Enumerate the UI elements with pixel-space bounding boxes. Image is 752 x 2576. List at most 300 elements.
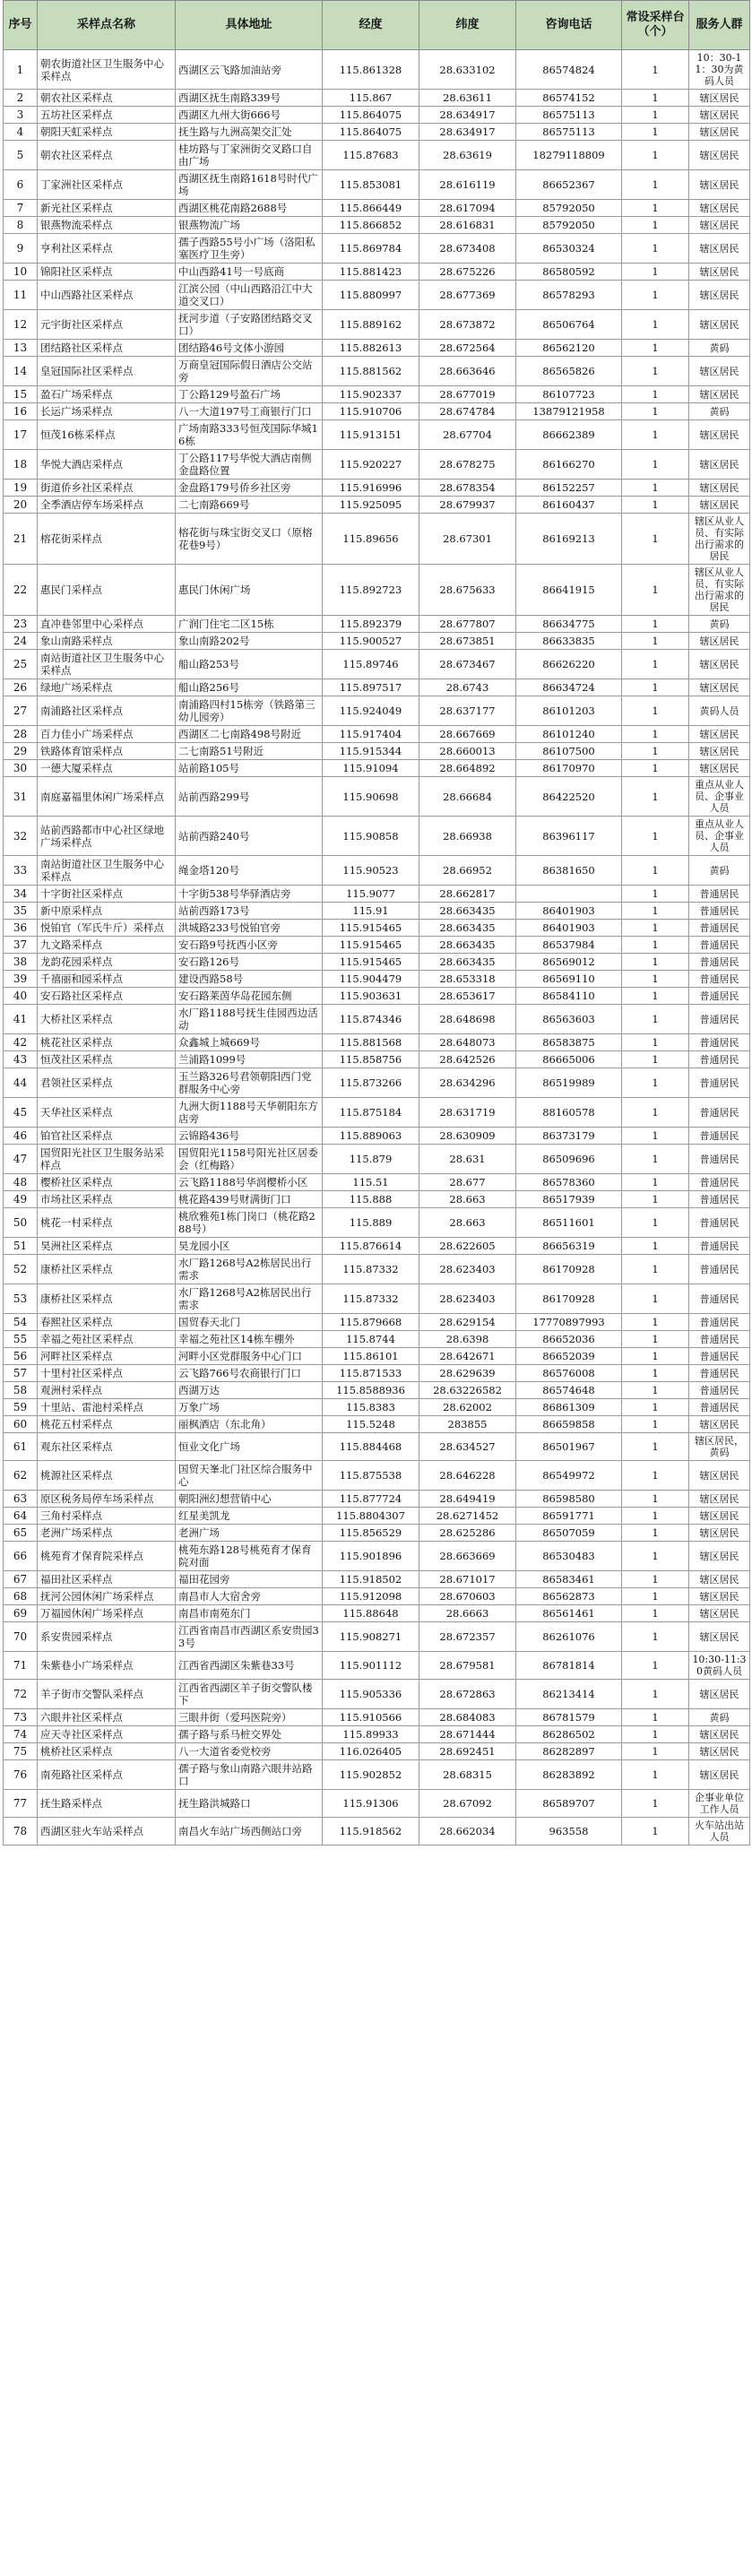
phone: 86537984 <box>516 937 622 954</box>
service-group: 黄码 <box>689 340 750 357</box>
service-group: 辖区居民 <box>689 726 750 743</box>
station-count: 1 <box>622 1399 689 1416</box>
latitude: 28.642671 <box>419 1348 516 1365</box>
site-address: 国贸春天北门 <box>176 1314 323 1331</box>
row-index: 20 <box>4 497 38 514</box>
site-name: 五坊社区采样点 <box>38 107 176 124</box>
station-count: 1 <box>622 1726 689 1743</box>
longitude: 115.913151 <box>323 420 419 450</box>
site-address: 抚生路洪城路口 <box>176 1790 323 1818</box>
longitude: 115.920227 <box>323 450 419 480</box>
table-row <box>4 141 750 170</box>
latitude: 28.637177 <box>419 696 516 726</box>
station-count: 1 <box>622 1709 689 1726</box>
phone: 86575113 <box>516 107 622 124</box>
longitude: 115.90698 <box>323 777 419 817</box>
site-name: 街道侨乡社区采样点 <box>38 480 176 497</box>
latitude: 28.629639 <box>419 1365 516 1382</box>
row-index: 26 <box>4 679 38 696</box>
longitude: 115.856529 <box>323 1525 419 1542</box>
longitude: 115.8804307 <box>323 1508 419 1525</box>
phone: 85792050 <box>516 217 622 234</box>
site-name: 安石路社区采样点 <box>38 988 176 1005</box>
phone: 86517939 <box>516 1191 622 1208</box>
site-name: 抚生路采样点 <box>38 1790 176 1818</box>
longitude: 115.915465 <box>323 937 419 954</box>
site-address: 玉兰路326号君领朝阳西门党群服务中心旁 <box>176 1068 323 1098</box>
longitude: 115.904479 <box>323 971 419 988</box>
longitude: 115.91094 <box>323 760 419 777</box>
site-name: 全季酒店停车场采样点 <box>38 497 176 514</box>
station-count: 1 <box>622 357 689 386</box>
site-name: 桃桥社区采样点 <box>38 1743 176 1760</box>
phone: 86578293 <box>516 281 622 310</box>
site-address: 建设西路58号 <box>176 971 323 988</box>
table-row <box>4 988 750 1005</box>
station-count: 1 <box>622 403 689 420</box>
service-group: 辖区居民 <box>689 1416 750 1433</box>
latitude: 28.617094 <box>419 200 516 217</box>
latitude: 28.674784 <box>419 403 516 420</box>
site-name: 万福园休闲广场采样点 <box>38 1605 176 1622</box>
site-address: 安石路莱茵华岛花园东侧 <box>176 988 323 1005</box>
station-count: 1 <box>622 1461 689 1491</box>
row-index: 14 <box>4 357 38 386</box>
station-count: 1 <box>622 340 689 357</box>
phone: 86576008 <box>516 1365 622 1382</box>
table-row <box>4 760 750 777</box>
row-index: 10 <box>4 264 38 281</box>
latitude: 283855 <box>419 1416 516 1433</box>
station-count: 1 <box>622 616 689 633</box>
row-index: 75 <box>4 1743 38 1760</box>
service-group: 辖区居民 <box>689 1525 750 1542</box>
table-row <box>4 1034 750 1051</box>
service-group: 辖区居民 <box>689 650 750 679</box>
phone: 86509696 <box>516 1145 622 1174</box>
service-group: 辖区居民 <box>689 1542 750 1571</box>
site-address: 桃苑东路128号桃苑育才保育院对面 <box>176 1542 323 1571</box>
service-group: 普通居民 <box>689 1128 750 1145</box>
table-row <box>4 856 750 886</box>
header-station-count: 常设采样台（个） <box>622 1 689 50</box>
row-index: 37 <box>4 937 38 954</box>
latitude: 28.634527 <box>419 1433 516 1461</box>
service-group: 辖区居民 <box>689 1588 750 1605</box>
longitude: 115.900527 <box>323 633 419 650</box>
phone: 86563603 <box>516 1005 622 1034</box>
table-row <box>4 1238 750 1255</box>
site-address: 西湖万达 <box>176 1382 323 1399</box>
phone: 86169213 <box>516 514 622 565</box>
table-row <box>4 616 750 633</box>
latitude: 28.630909 <box>419 1128 516 1145</box>
service-group: 普通居民 <box>689 1331 750 1348</box>
site-name: 龙韵花园采样点 <box>38 954 176 971</box>
row-index: 64 <box>4 1508 38 1525</box>
station-count: 1 <box>622 1605 689 1622</box>
station-count: 1 <box>622 514 689 565</box>
phone: 86170970 <box>516 760 622 777</box>
latitude: 28.663669 <box>419 1542 516 1571</box>
latitude: 28.664892 <box>419 760 516 777</box>
row-index: 63 <box>4 1491 38 1508</box>
phone: 86634724 <box>516 679 622 696</box>
table-row <box>4 1743 750 1760</box>
station-count: 1 <box>622 971 689 988</box>
site-name: 朝农街道社区卫生服务中心采样点 <box>38 50 176 90</box>
site-address: 绳金塔120号 <box>176 856 323 886</box>
table-row <box>4 1760 750 1790</box>
row-index: 40 <box>4 988 38 1005</box>
service-group: 普通居民 <box>689 1399 750 1416</box>
station-count: 1 <box>622 90 689 107</box>
row-index: 31 <box>4 777 38 817</box>
latitude: 28.6663 <box>419 1605 516 1622</box>
site-name: 福田社区采样点 <box>38 1571 176 1588</box>
site-address: 南昌火车站广场西侧站口旁 <box>176 1818 323 1846</box>
longitude: 115.871533 <box>323 1365 419 1382</box>
row-index: 27 <box>4 696 38 726</box>
site-address: 抚河步道（子安路团结路交叉口） <box>176 310 323 340</box>
site-address: 八一大道省委党校旁 <box>176 1743 323 1760</box>
phone: 86565826 <box>516 357 622 386</box>
row-index: 45 <box>4 1098 38 1128</box>
site-address: 安石路9号抚西小区旁 <box>176 937 323 954</box>
latitude: 28.6743 <box>419 679 516 696</box>
service-group: 10:30-11:30黄码人员 <box>689 1652 750 1680</box>
site-address: 国贸天峯北门社区综合服务中心 <box>176 1461 323 1491</box>
service-group: 普通居民 <box>689 1191 750 1208</box>
table-row <box>4 903 750 920</box>
table-row <box>4 1365 750 1382</box>
longitude: 115.51 <box>323 1174 419 1191</box>
phone: 86381650 <box>516 856 622 886</box>
site-name: 铂官社区采样点 <box>38 1128 176 1145</box>
phone: 17770897993 <box>516 1314 622 1331</box>
service-group: 辖区居民 <box>689 357 750 386</box>
site-name: 市场社区采样点 <box>38 1191 176 1208</box>
row-index: 53 <box>4 1284 38 1314</box>
site-name: 南站街道社区卫生服务中心采样点 <box>38 856 176 886</box>
phone: 86591771 <box>516 1508 622 1525</box>
station-count: 1 <box>622 497 689 514</box>
row-index: 35 <box>4 903 38 920</box>
longitude: 115.901896 <box>323 1542 419 1571</box>
site-name: 应天寺社区采样点 <box>38 1726 176 1743</box>
table-row <box>4 200 750 217</box>
station-count: 1 <box>622 817 689 856</box>
latitude: 28.663 <box>419 1208 516 1238</box>
header-index: 序号 <box>4 1 38 50</box>
service-group: 企事业单位工作人员 <box>689 1790 750 1818</box>
site-name: 十字街社区采样点 <box>38 886 176 903</box>
site-address: 昊龙园小区 <box>176 1238 323 1255</box>
row-index: 1 <box>4 50 38 90</box>
site-name: 恒茂16栋采样点 <box>38 420 176 450</box>
row-index: 38 <box>4 954 38 971</box>
site-address: 江西省西湖区朱紫巷33号 <box>176 1652 323 1680</box>
latitude: 28.653318 <box>419 971 516 988</box>
service-group: 黄码 <box>689 403 750 420</box>
longitude: 115.869784 <box>323 234 419 264</box>
row-index: 2 <box>4 90 38 107</box>
service-group: 火车站出站人员 <box>689 1818 750 1846</box>
service-group: 辖区居民 <box>689 1760 750 1790</box>
service-group: 重点从业人员、企事业人员 <box>689 817 750 856</box>
station-count: 1 <box>622 1051 689 1068</box>
station-count: 1 <box>622 1005 689 1034</box>
table-row <box>4 1622 750 1652</box>
site-address: 九洲大街1188号天华朝阳东方店旁 <box>176 1098 323 1128</box>
service-group: 普通居民 <box>689 1348 750 1365</box>
site-name: 观洲村采样点 <box>38 1382 176 1399</box>
latitude: 28.66684 <box>419 777 516 817</box>
longitude: 115.86101 <box>323 1348 419 1365</box>
table-row <box>4 1255 750 1284</box>
service-group: 辖区居民 <box>689 124 750 141</box>
table-row <box>4 1433 750 1461</box>
table-row <box>4 1399 750 1416</box>
longitude: 115.915465 <box>323 920 419 937</box>
site-name: 新中原采样点 <box>38 903 176 920</box>
latitude: 28.68315 <box>419 1760 516 1790</box>
row-index: 73 <box>4 1709 38 1726</box>
service-group: 普通居民 <box>689 1005 750 1034</box>
site-name: 西湖区驻火车站采样点 <box>38 1818 176 1846</box>
site-name: 原区税务局停车场采样点 <box>38 1491 176 1508</box>
header-phone: 咨询电话 <box>516 1 622 50</box>
phone: 86530324 <box>516 234 622 264</box>
latitude: 28.646228 <box>419 1461 516 1491</box>
station-count: 1 <box>622 1491 689 1508</box>
longitude: 115.866852 <box>323 217 419 234</box>
station-count: 1 <box>622 1508 689 1525</box>
row-index: 16 <box>4 403 38 420</box>
site-address: 西湖区九州大街666号 <box>176 107 323 124</box>
site-address: 恒业文化广场 <box>176 1433 323 1461</box>
site-name: 南站街道社区卫生服务中心采样点 <box>38 650 176 679</box>
station-count: 1 <box>622 633 689 650</box>
latitude: 28.623403 <box>419 1255 516 1284</box>
station-count: 1 <box>622 1571 689 1588</box>
site-address: 站前西路240号 <box>176 817 323 856</box>
latitude: 28.6398 <box>419 1331 516 1348</box>
longitude: 115.905336 <box>323 1680 419 1709</box>
row-index: 12 <box>4 310 38 340</box>
phone: 86652036 <box>516 1331 622 1348</box>
table-row <box>4 954 750 971</box>
longitude: 115.879 <box>323 1145 419 1174</box>
service-group: 辖区居民 <box>689 141 750 170</box>
phone: 86261076 <box>516 1622 622 1652</box>
site-address: 船山路256号 <box>176 679 323 696</box>
site-name: 直冲巷邻里中心采样点 <box>38 616 176 633</box>
table-row <box>4 1790 750 1818</box>
station-count: 1 <box>622 1208 689 1238</box>
table-row <box>4 420 750 450</box>
latitude: 28.63619 <box>419 141 516 170</box>
longitude: 115.882613 <box>323 340 419 357</box>
table-row <box>4 1145 750 1174</box>
service-group: 辖区居民 <box>689 1726 750 1743</box>
service-group: 黄码 <box>689 856 750 886</box>
table-row <box>4 1348 750 1365</box>
table-row <box>4 1128 750 1145</box>
service-group: 辖区居民 <box>689 234 750 264</box>
row-index: 70 <box>4 1622 38 1652</box>
row-index: 15 <box>4 386 38 403</box>
station-count: 1 <box>622 1255 689 1284</box>
latitude: 28.663435 <box>419 954 516 971</box>
site-address: 丁公路129号盈石广场 <box>176 386 323 403</box>
service-group: 普通居民 <box>689 1284 750 1314</box>
header-service-group: 服务人群 <box>689 1 750 50</box>
longitude: 115.917404 <box>323 726 419 743</box>
site-name: 恒茂社区采样点 <box>38 1051 176 1068</box>
longitude: 115.892723 <box>323 565 419 616</box>
latitude: 28.649419 <box>419 1491 516 1508</box>
site-address: 西湖区抚生南路1618号时代广场 <box>176 170 323 200</box>
phone: 86578360 <box>516 1174 622 1191</box>
latitude: 28.634917 <box>419 124 516 141</box>
service-group: 普通居民 <box>689 1365 750 1382</box>
site-address: 榕花街与珠宝街交叉口（原榕花巷9号） <box>176 514 323 565</box>
site-name: 亨利社区采样点 <box>38 234 176 264</box>
site-address: 南昌市南苑东门 <box>176 1605 323 1622</box>
row-index: 69 <box>4 1605 38 1622</box>
row-index: 55 <box>4 1331 38 1348</box>
sampling-points-table <box>3 0 750 1846</box>
latitude: 28.662034 <box>419 1818 516 1846</box>
phone: 86501967 <box>516 1433 622 1461</box>
latitude: 28.675633 <box>419 565 516 616</box>
phone: 86781579 <box>516 1709 622 1726</box>
row-index: 71 <box>4 1652 38 1680</box>
site-address: 众鑫城上城669号 <box>176 1034 323 1051</box>
row-index: 30 <box>4 760 38 777</box>
station-count: 1 <box>622 450 689 480</box>
header-longitude: 经度 <box>323 1 419 50</box>
station-count: 1 <box>622 1652 689 1680</box>
latitude: 28.66952 <box>419 856 516 886</box>
table-row <box>4 1818 750 1846</box>
station-count: 1 <box>622 856 689 886</box>
longitude: 115.910566 <box>323 1709 419 1726</box>
station-count: 1 <box>622 886 689 903</box>
longitude: 115.918562 <box>323 1818 419 1846</box>
table-row <box>4 497 750 514</box>
station-count: 1 <box>622 760 689 777</box>
site-address: 桃欣雅苑1栋门岗口（桃花路288号） <box>176 1208 323 1238</box>
site-name: 团结路社区采样点 <box>38 340 176 357</box>
longitude: 115.861328 <box>323 50 419 90</box>
site-name: 君领社区采样点 <box>38 1068 176 1098</box>
row-index: 62 <box>4 1461 38 1491</box>
table-row <box>4 1605 750 1622</box>
service-group: 辖区居民 <box>689 679 750 696</box>
table-row <box>4 1680 750 1709</box>
row-index: 65 <box>4 1525 38 1542</box>
longitude: 115.88648 <box>323 1605 419 1622</box>
site-name: 锦阳社区采样点 <box>38 264 176 281</box>
service-group: 普通居民 <box>689 1208 750 1238</box>
station-count: 1 <box>622 1743 689 1760</box>
phone: 86583461 <box>516 1571 622 1588</box>
site-address: 江西省西湖区羊子街交警队楼下 <box>176 1680 323 1709</box>
phone: 86506764 <box>516 310 622 340</box>
row-index: 41 <box>4 1005 38 1034</box>
phone: 85792050 <box>516 200 622 217</box>
site-name: 绿地广场采样点 <box>38 679 176 696</box>
latitude: 28.663435 <box>419 903 516 920</box>
table-row <box>4 1542 750 1571</box>
table-row <box>4 1191 750 1208</box>
phone: 86652039 <box>516 1348 622 1365</box>
site-name: 康桥社区采样点 <box>38 1255 176 1284</box>
header-latitude: 纬度 <box>419 1 516 50</box>
station-count: 1 <box>622 1034 689 1051</box>
site-name: 桃苑育才保育院采样点 <box>38 1542 176 1571</box>
site-address: 孺子路与象山南路六眼井站路口 <box>176 1760 323 1790</box>
service-group: 辖区居民 <box>689 480 750 497</box>
site-name: 春熙社区采样点 <box>38 1314 176 1331</box>
longitude: 115.89746 <box>323 650 419 679</box>
longitude: 115.889063 <box>323 1128 419 1145</box>
phone: 86152257 <box>516 480 622 497</box>
phone: 86401903 <box>516 903 622 920</box>
latitude: 28.633102 <box>419 50 516 90</box>
row-index: 18 <box>4 450 38 480</box>
site-address: 桃花路439号财满街门口 <box>176 1191 323 1208</box>
service-group: 辖区居民 <box>689 1680 750 1709</box>
station-count: 1 <box>622 50 689 90</box>
row-index: 9 <box>4 234 38 264</box>
table-row <box>4 281 750 310</box>
site-name: 大桥社区采样点 <box>38 1005 176 1034</box>
service-group: 黄码 <box>689 1709 750 1726</box>
latitude: 28.62002 <box>419 1399 516 1416</box>
station-count: 1 <box>622 1191 689 1208</box>
service-group: 辖区居民 <box>689 281 750 310</box>
row-index: 46 <box>4 1128 38 1145</box>
site-address: 水厂路1268号A2栋居民出行需求 <box>176 1284 323 1314</box>
phone: 86626220 <box>516 650 622 679</box>
site-name: 华悦大酒店采样点 <box>38 450 176 480</box>
site-address: 银燕物流广场 <box>176 217 323 234</box>
site-address: 老洲广场 <box>176 1525 323 1542</box>
service-group: 重点从业人员、企事业人员 <box>689 777 750 817</box>
longitude: 115.915465 <box>323 954 419 971</box>
site-address: 站前西路173号 <box>176 903 323 920</box>
table-row <box>4 480 750 497</box>
table-row <box>4 217 750 234</box>
latitude: 28.660013 <box>419 743 516 760</box>
phone: 86396117 <box>516 817 622 856</box>
site-address: 南浦路四村15栋旁（铁路第三幼儿园旁） <box>176 696 323 726</box>
longitude: 115.87332 <box>323 1284 419 1314</box>
service-group: 辖区居民 <box>689 200 750 217</box>
table-row <box>4 403 750 420</box>
table-row <box>4 50 750 90</box>
service-group: 辖区居民 <box>689 450 750 480</box>
service-group: 普通居民 <box>689 1314 750 1331</box>
row-index: 34 <box>4 886 38 903</box>
latitude: 28.634296 <box>419 1068 516 1098</box>
longitude: 115.876614 <box>323 1238 419 1255</box>
latitude: 28.663435 <box>419 920 516 937</box>
latitude: 28.679937 <box>419 497 516 514</box>
